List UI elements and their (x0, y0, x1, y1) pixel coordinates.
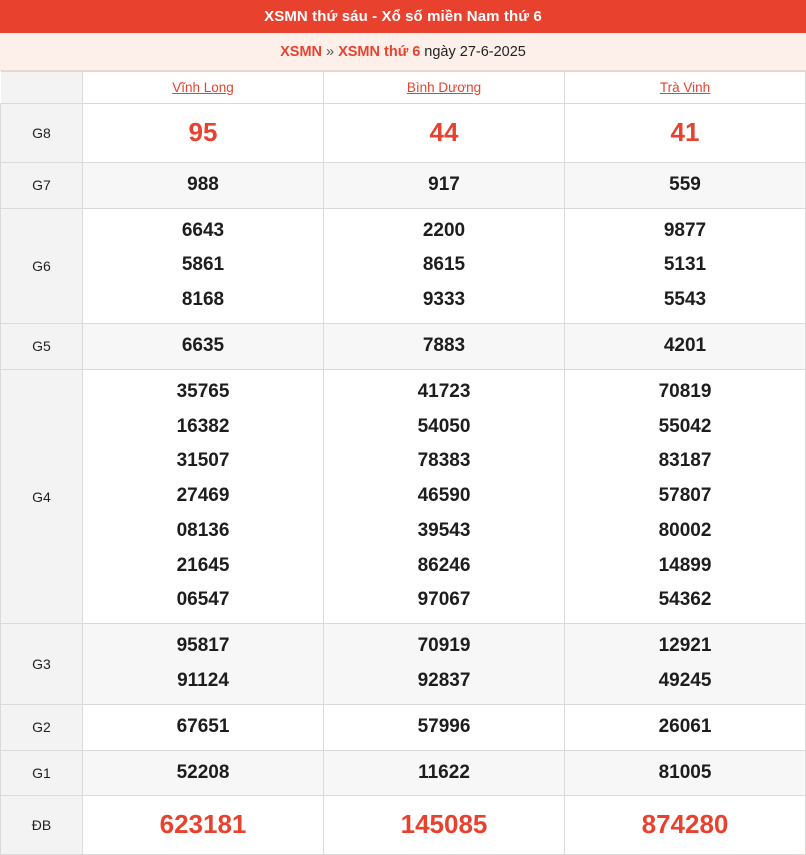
prize-values-g3-2 (565, 624, 806, 705)
province-header-0 (83, 72, 324, 104)
number: 5131 (663, 254, 707, 276)
number: 9877 (663, 219, 707, 241)
province-link-2[interactable]: Trà Vinh (659, 80, 711, 95)
number: 91124 (177, 670, 229, 691)
prize-values-g5-1 (324, 323, 565, 369)
number: 6635 (181, 334, 225, 356)
number: 35765 (176, 380, 230, 402)
breadcrumb (0, 33, 806, 71)
prize-values-g8-0 (83, 104, 324, 163)
number: 11622 (418, 761, 470, 783)
number: 41 (670, 117, 700, 147)
prize-values-g2-2 (565, 704, 806, 750)
number: 6643 (181, 219, 225, 241)
prize-values-g8-1 (324, 104, 565, 163)
number: 5861 (181, 254, 225, 276)
number: 97067 (417, 589, 471, 611)
page-title: XSMN thứ sáu - Xổ số miền Nam thứ 6 (264, 8, 542, 25)
table-row (1, 323, 806, 369)
prize-label-g6: G6 (1, 208, 83, 323)
number: 917 (428, 173, 460, 195)
number: 57807 (658, 485, 712, 507)
prize-values-g4-0 (83, 369, 324, 623)
province-link-1[interactable]: Bình Dương (406, 80, 482, 95)
number: 39543 (417, 519, 471, 541)
table-header-row (1, 72, 806, 104)
table-row (1, 369, 806, 623)
number: 8615 (422, 254, 466, 276)
breadcrumb-date: ngày 27-6-2025 (424, 43, 526, 60)
table-row (1, 750, 806, 796)
prize-values-g5-2 (565, 323, 806, 369)
number: 12921 (658, 635, 712, 657)
prize-values-g2-0 (83, 704, 324, 750)
number: 78383 (417, 450, 471, 472)
prize-values-g3-0 (83, 624, 324, 705)
number: 70819 (658, 380, 712, 402)
table-row (1, 208, 806, 323)
number: 54362 (658, 589, 712, 611)
table-corner-cell (1, 72, 83, 104)
province-header-1 (324, 72, 565, 104)
lottery-results-table (0, 71, 806, 855)
number: 80002 (658, 519, 712, 541)
province-link-0[interactable]: Vĩnh Long (172, 80, 234, 95)
number: 55042 (658, 415, 712, 437)
number: 5543 (663, 289, 707, 311)
number: 145085 (400, 809, 488, 840)
prize-values-g6-0 (83, 208, 324, 323)
number: 06547 (176, 589, 230, 611)
table-row (1, 162, 806, 208)
number: 92837 (417, 670, 471, 691)
number: 70919 (417, 635, 471, 657)
number: 8168 (181, 289, 225, 311)
page-title-bar (0, 0, 806, 33)
prize-values-g5-0 (83, 323, 324, 369)
number: 874280 (641, 809, 729, 840)
breadcrumb-separator: » (326, 43, 335, 60)
number: 67651 (176, 715, 230, 737)
number: 46590 (417, 485, 471, 507)
number: 4201 (663, 334, 707, 356)
number: 21645 (176, 554, 230, 576)
prize-values-g1-0 (83, 750, 324, 796)
prize-label-g3: G3 (1, 624, 83, 705)
prize-values-g6-1 (324, 208, 565, 323)
prize-label-g5: G5 (1, 323, 83, 369)
number: 41723 (417, 380, 471, 402)
prize-values-g7-2 (565, 162, 806, 208)
number: 54050 (417, 415, 471, 437)
number: 7883 (422, 334, 466, 356)
prize-values-g8-2 (565, 104, 806, 163)
number: 52208 (176, 761, 230, 783)
prize-values-g4-2 (565, 369, 806, 623)
number: 27469 (176, 485, 230, 507)
prize-values-g3-1 (324, 624, 565, 705)
prize-label-g8: G8 (1, 104, 83, 163)
prize-values-db-2 (565, 796, 806, 855)
prize-label-g4: G4 (1, 369, 83, 623)
prize-label-g1: G1 (1, 750, 83, 796)
number: 86246 (417, 554, 471, 576)
number: 57996 (417, 715, 471, 737)
prize-values-g2-1 (324, 704, 565, 750)
number: 26061 (658, 715, 712, 737)
prize-label-g7: G7 (1, 162, 83, 208)
prize-values-g6-2 (565, 208, 806, 323)
number: 08136 (176, 519, 230, 541)
prize-values-g7-0 (83, 162, 324, 208)
table-row (1, 704, 806, 750)
prize-label-g2: G2 (1, 704, 83, 750)
prize-values-db-1 (324, 796, 565, 855)
number: 31507 (176, 450, 230, 472)
number: 2200 (422, 219, 466, 241)
table-row (1, 624, 806, 705)
number: 95817 (176, 635, 230, 657)
table-row (1, 104, 806, 163)
number: 559 (669, 173, 701, 195)
prize-values-g7-1 (324, 162, 565, 208)
province-header-2 (565, 72, 806, 104)
breadcrumb-link-root[interactable]: XSMN (280, 43, 323, 60)
number: 83187 (658, 450, 712, 472)
number: 9333 (422, 289, 466, 311)
prize-values-g1-1 (324, 750, 565, 796)
number: 623181 (159, 809, 247, 840)
prize-values-g1-2 (565, 750, 806, 796)
breadcrumb-link-current[interactable]: XSMN thứ 6 (338, 43, 421, 60)
number: 988 (187, 173, 219, 195)
prize-values-g4-1 (324, 369, 565, 623)
number: 44 (429, 117, 459, 147)
table-row (1, 796, 806, 855)
prize-values-db-0 (83, 796, 324, 855)
number: 81005 (658, 761, 712, 783)
number: 95 (188, 117, 218, 147)
number: 16382 (176, 415, 230, 437)
number: 14899 (658, 554, 712, 576)
prize-label-db: ĐB (1, 796, 83, 855)
number: 49245 (658, 670, 712, 691)
